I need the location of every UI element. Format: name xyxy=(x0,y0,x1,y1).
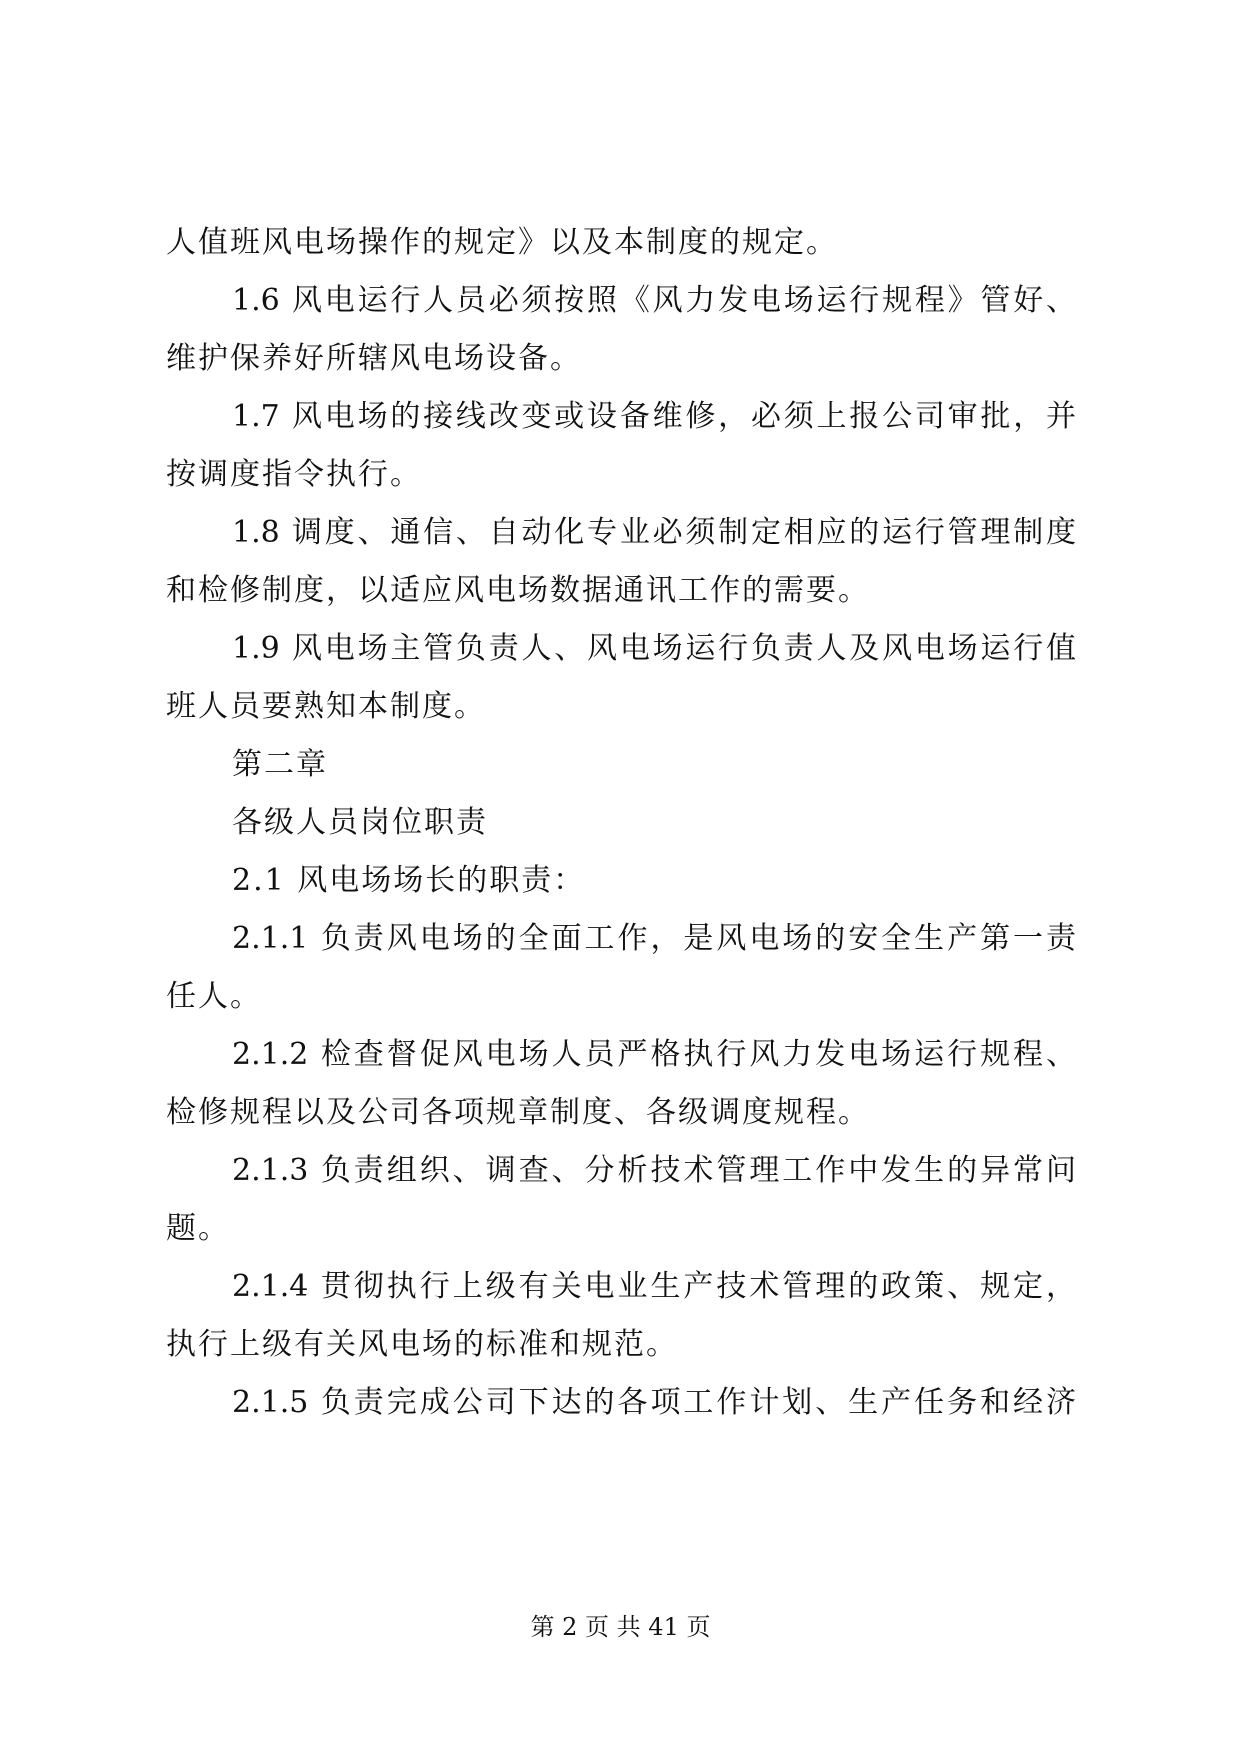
text-line: 和检修制度，以适应风电场数据通讯工作的需要。 xyxy=(166,573,870,608)
text-line: 1.8 调度、通信、自动化专业必须制定相应的运行管理制度 xyxy=(232,515,1076,550)
text-line: 1.9 风电场主管负责人、风电场运行负责人及风电场运行值 xyxy=(232,631,1076,666)
text-line: 检修规程以及公司各项规章制度、各级调度规程。 xyxy=(166,1095,870,1130)
text-line: 2.1.4 贯彻执行上级有关电业生产技术管理的政策、规定， xyxy=(232,1269,1076,1304)
text-line: 2.1.2 检查督促风电场人员严格执行风力发电场运行规程、 xyxy=(232,1037,1076,1072)
text-line: 1.6 风电运行人员必须按照《风力发电场运行规程》管好、 xyxy=(232,283,1076,318)
text-line: 2.1.3 负责组织、调查、分析技术管理工作中发生的异常问 xyxy=(232,1153,1076,1188)
text-line: 执行上级有关风电场的标准和规范。 xyxy=(166,1327,678,1362)
text-line: 维护保养好所辖风电场设备。 xyxy=(166,341,582,376)
text-line: 班人员要熟知本制度。 xyxy=(166,689,486,724)
text-line: 题。 xyxy=(166,1211,230,1246)
text-line: 按调度指令执行。 xyxy=(166,457,422,492)
page-number-footer: 第 2 页 共 41 页 xyxy=(530,1613,711,1641)
chapter-heading: 第二章 xyxy=(232,747,328,782)
text-line: 人值班风电场操作的规定》以及本制度的规定。 xyxy=(166,225,838,260)
section-heading: 2.1 风电场场长的职责： xyxy=(232,863,586,898)
text-line: 任人。 xyxy=(166,979,262,1014)
text-line: 2.1.5 负责完成公司下达的各项工作计划、生产任务和经济 xyxy=(232,1385,1076,1420)
text-line: 1.7 风电场的接线改变或设备维修，必须上报公司审批，并 xyxy=(232,399,1076,434)
chapter-title: 各级人员岗位职责 xyxy=(232,805,488,840)
text-line: 2.1.1 负责风电场的全面工作，是风电场的安全生产第一责 xyxy=(232,921,1076,956)
